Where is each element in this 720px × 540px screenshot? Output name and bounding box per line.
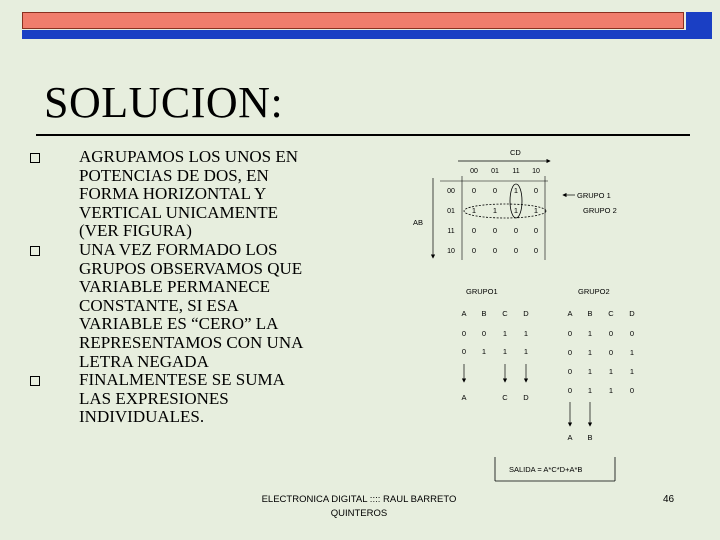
- grupo2-cell: 0: [567, 367, 573, 376]
- grupo1-cell: 1: [502, 347, 508, 356]
- grupo2-cell: 1: [587, 386, 593, 395]
- kmap-col-header: 10: [532, 168, 540, 175]
- grupo1-result-var: C: [502, 393, 508, 402]
- kmap-cell: 0: [492, 246, 498, 255]
- grupo2-cell: 0: [567, 348, 573, 357]
- kmap-row-var: AB: [413, 218, 424, 227]
- kmap-cell: 1: [513, 206, 519, 215]
- kmap-cell: 0: [471, 246, 477, 255]
- grupo2-cell: 1: [629, 348, 635, 357]
- grupo2-cell: 0: [608, 329, 614, 338]
- kmap-row-header: 11: [447, 228, 455, 235]
- kmap-cell: 0: [533, 186, 539, 195]
- grupo2-header: A: [567, 309, 573, 318]
- grupo1-header: C: [502, 309, 508, 318]
- grupo1-cell: 1: [481, 347, 487, 356]
- grupo2-cell: 1: [587, 348, 593, 357]
- kmap-cell: 0: [533, 226, 539, 235]
- grupo1-cell: 1: [502, 329, 508, 338]
- grupo2-result-var: B: [587, 433, 593, 442]
- grupo1-result-var: A: [461, 393, 467, 402]
- kmap-cell: 1: [513, 186, 519, 195]
- grupo1-table: [461, 287, 529, 402]
- grupo1-header: A: [461, 309, 467, 318]
- grupo2-header: D: [629, 309, 635, 318]
- grupo2-title: GRUPO2: [578, 287, 610, 296]
- bullet-text: UNA VEZ FORMADO LOS GRUPOS OBSERVAMOS QUE VARIABLE PERMANECE CONSTANTE, SI ESA VARIABLE ES “CERO” LA REPRESENTAMOS CON UNA LETRA NEGADA: [79, 239, 304, 371]
- grupo1-cell: 0: [461, 347, 467, 356]
- grupo1-cell: 0: [481, 329, 487, 338]
- kmap-cell: 1: [471, 206, 477, 215]
- page-number: 46: [663, 494, 675, 505]
- grupo2-header: B: [587, 309, 593, 318]
- kmap-cell: 1: [533, 206, 539, 215]
- kmap-group2-label: GRUPO 2: [583, 206, 617, 215]
- grupo2-cell: 1: [587, 367, 593, 376]
- kmap-col-header: 01: [491, 168, 499, 175]
- grupo2-cell: 0: [567, 329, 573, 338]
- grupo2-cell: 1: [587, 329, 593, 338]
- kmap-group1-label: GRUPO 1: [577, 191, 611, 200]
- kmap-col-var: CD: [510, 148, 521, 157]
- grupo2-result-var: A: [567, 433, 573, 442]
- grupo2-cell: 0: [629, 329, 635, 338]
- slide-title: SOLUCION:: [44, 78, 284, 127]
- kmap-cell: 0: [513, 246, 519, 255]
- grupo1-cell: 1: [523, 347, 529, 356]
- grupo1-title: GRUPO1: [466, 287, 498, 296]
- grupo2-cell: 1: [608, 386, 614, 395]
- bullet-text: FINALMENTESE SE SUMA LAS EXPRESIONES INDIVIDUALES.: [79, 370, 285, 427]
- kmap-row-header: 10: [447, 248, 455, 255]
- output-box: [495, 457, 615, 481]
- footer-text: ELECTRONICA DIGITAL :::: RAUL BARRETO QUINTEROS: [261, 494, 457, 519]
- kmap-cell: 0: [471, 186, 477, 195]
- kmap-cell: 0: [492, 226, 498, 235]
- kmap: [413, 148, 617, 260]
- grupo1-cell: 1: [523, 329, 529, 338]
- kmap-col-header: 00: [470, 168, 478, 175]
- grupo1-header: B: [481, 309, 487, 318]
- kmap-cell: 0: [533, 246, 539, 255]
- grupo2-cell: 0: [608, 348, 614, 357]
- kmap-col-header: 11: [512, 168, 520, 175]
- grupo2-table: [567, 287, 635, 442]
- grupo1-cell: 0: [461, 329, 467, 338]
- kmap-cell: 0: [513, 226, 519, 235]
- kmap-cell: 1: [492, 206, 498, 215]
- grupo1-result-var: D: [523, 393, 529, 402]
- grupo2-cell: 1: [629, 367, 635, 376]
- bullet-text: AGRUPAMOS LOS UNOS EN POTENCIAS DE DOS, EN FORMA HORIZONTAL Y VERTICAL UNICAMENTE (VER FIGURA): [79, 147, 298, 241]
- kmap-cell: 0: [492, 186, 498, 195]
- output-expression: SALIDA = A*C*D+A*B: [509, 465, 583, 474]
- kmap-row-header: 01: [447, 208, 455, 215]
- grupo1-header: D: [523, 309, 529, 318]
- grupo2-cell: 0: [567, 386, 573, 395]
- grupo2-cell: 0: [629, 386, 635, 395]
- kmap-row-header: 00: [447, 188, 455, 195]
- grupo2-header: C: [608, 309, 614, 318]
- kmap-cell: 0: [471, 226, 477, 235]
- grupo2-cell: 1: [608, 367, 614, 376]
